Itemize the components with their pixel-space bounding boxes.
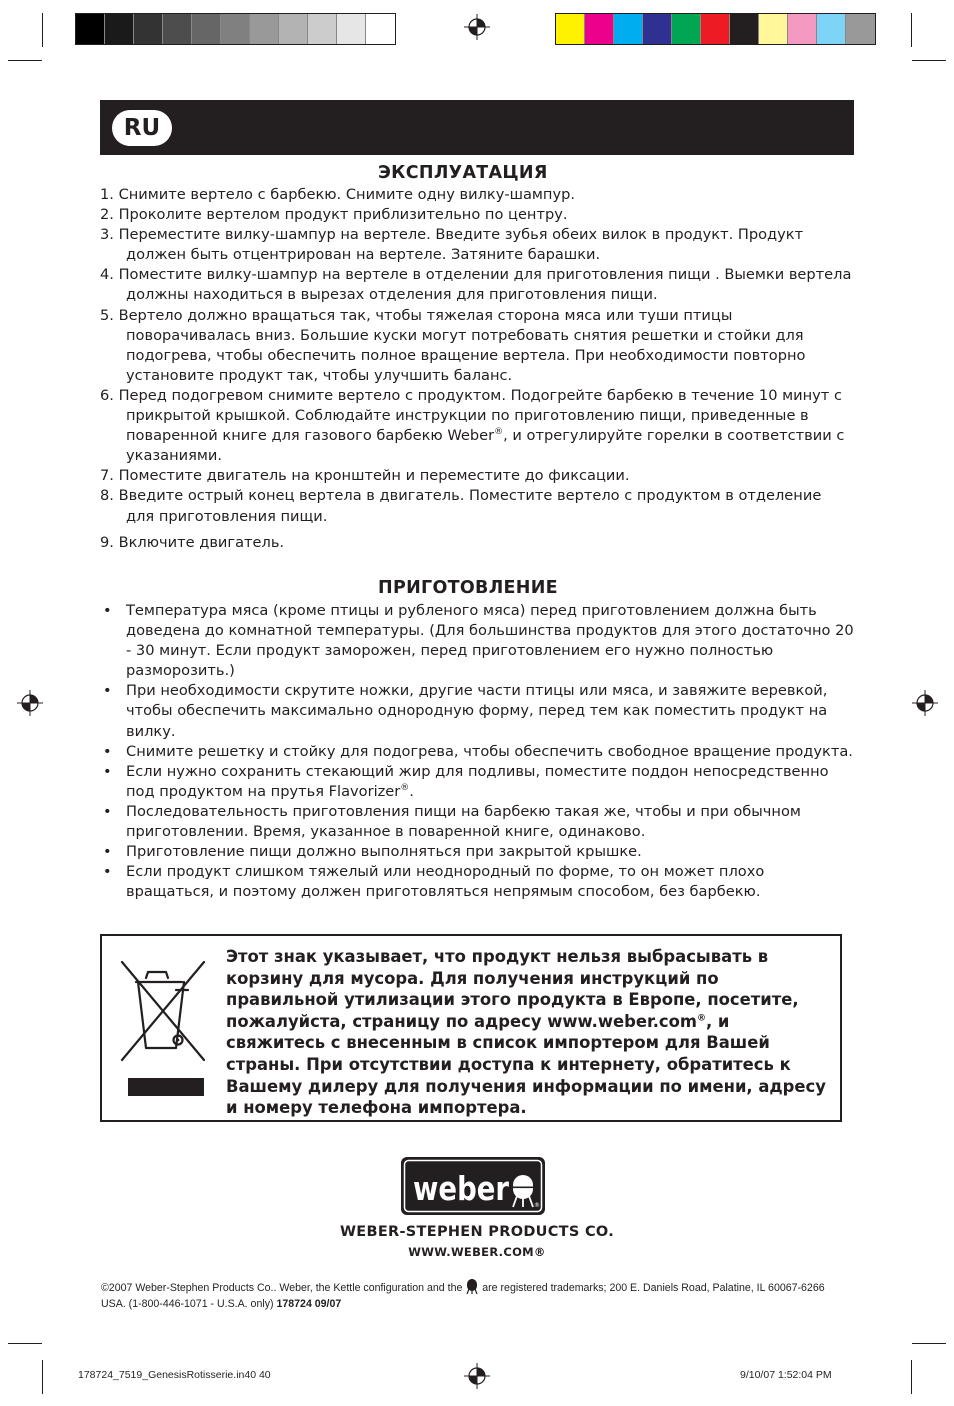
operation-step: 1. Снимите вертело с барбекю. Снимите одну вилку-шампур.: [100, 186, 576, 203]
operation-step: 9. Включите двигатель.: [100, 533, 285, 551]
language-header-band: [100, 100, 854, 155]
color-swatch: [76, 14, 105, 44]
color-swatch: [556, 14, 585, 44]
copyright-notice: ©2007 Weber-Stephen Products Co.. Weber, the Kettle configuration and the are registered trademarks; 200 E. Daniels Road, Palatine, IL 60067-6266 USA. (1-800-446-1071 - U.S.A. only) 178724 09/07: [101, 1278, 851, 1312]
color-swatch: [788, 14, 817, 44]
website-link[interactable]: WWW.WEBER.COM®: [408, 1245, 546, 1259]
grayscale-color-bar: [75, 13, 396, 45]
preparation-bullet: • Температура мяса (кроме птицы и рубленого мяса) перед приготовлением должна быть доведена до комнатной температуры. (Для большинства продуктов для этого достаточно 20 - 30 минут. Если продукт заморожен, перед приготовлением его нужно полностью разморозить.): [103, 602, 854, 680]
operation-step: 5. Вертело должно вращаться так, чтобы тяжелая сторона мяса или туши птицы поворачивалась вниз. Большие куски могут потребовать снятия решетки и стойки для подогрева, чтобы обеспечить полное вращение вертела. При необходимости повторно установите продукт так, чтобы улучшить баланс.: [100, 306, 806, 384]
registration-mark-icon: [464, 14, 490, 40]
color-swatch: [279, 14, 308, 44]
bullet-icon: •: [103, 863, 112, 881]
color-swatch: [759, 14, 788, 44]
crop-mark: [8, 1343, 42, 1344]
color-swatch: [134, 14, 163, 44]
disposal-notice-text: Этот знак указывает, что продукт нельзя выбрасывать в корзину для мусора. Для получения инструкций по правильной утилизации этого продукта в Европе, посетите, пожалуйста, страницу по адресу www.weber.com®, и свяжитесь с внесенным в список импортером для Вашей страны. При отсутствии доступа к интернету, обратитесь к Вашему дилеру для получения информации по имени, адресу и номеру телефона импортера.: [226, 947, 826, 1118]
crop-mark: [8, 60, 42, 61]
kettle-grill-icon: [465, 1278, 479, 1294]
color-swatch: [643, 14, 672, 44]
operation-step: 6. Перед подогревом снимите вертело с продуктом. Подогрейте барбекю в течение 10 минут с прикрытой крышкой. Соблюдайте инструкции по приготовлению пищи, приведенные в поваренной книге для газового барбекю Weber®, и отрегулируйте горелки в соответствии с указаниями.: [100, 386, 845, 465]
bullet-icon: •: [103, 762, 112, 780]
color-swatch: [672, 14, 701, 44]
crop-mark: [911, 1360, 912, 1394]
color-swatch: [308, 14, 337, 44]
color-swatch: [817, 14, 846, 44]
crop-mark: [912, 60, 946, 61]
crop-mark: [912, 1343, 946, 1344]
kettle-grill-icon: [512, 1175, 534, 1207]
document-number: 178724 09/07: [276, 1297, 342, 1310]
operation-steps-list: [100, 185, 854, 553]
process-color-bar: [555, 13, 876, 45]
color-swatch: [250, 14, 279, 44]
operation-step: 3. Переместите вилку-шампур на вертеле. Введите зубья обеих вилок в продукт. Продукт должен быть отцентрирован на вертеле. Затяните барашки.: [100, 226, 804, 264]
operation-title: ЭКСПЛУАТАЦИЯ: [378, 163, 548, 183]
color-swatch: [192, 14, 221, 44]
crop-mark: [42, 13, 43, 47]
color-swatch: [730, 14, 759, 44]
preparation-bullet: • Последовательность приготовления пищи на барбекю такая же, чтобы и при обычном приготовлении. Время, указанное в поваренной книге, одинаково.: [103, 802, 801, 841]
bullet-icon: •: [103, 802, 112, 820]
preparation-bullet: • Если продукт слишком тяжелый или неоднородный по форме, то он может плохо вращаться, и поэтому должен приготовляться непрямым способом, без барбекю.: [103, 863, 765, 901]
language-badge: RU: [112, 110, 172, 146]
crop-mark: [911, 13, 912, 47]
operation-step: 8. Введите острый конец вертела в двигатель. Поместите вертело с продуктом в отделение для приготовления пищи.: [100, 487, 822, 525]
color-swatch: [614, 14, 643, 44]
svg-text:®: ®: [534, 1202, 540, 1209]
color-swatch: [585, 14, 614, 44]
color-swatch: [105, 14, 134, 44]
crossed-out-wheelie-bin-icon: [118, 960, 208, 1100]
color-swatch: [846, 14, 875, 44]
crop-mark: [42, 1360, 43, 1394]
weber-logo: [400, 1156, 546, 1216]
disposal-notice-box: [100, 934, 842, 1122]
preparation-bullet: • При необходимости скрутите ножки, другие части птицы или мяса, и завяжите веревкой, чтобы обеспечить максимально однородную форму, перед тем как поместить продукт на вилку.: [103, 682, 828, 740]
preparation-bullets-list: [100, 601, 854, 902]
color-swatch: [163, 14, 192, 44]
color-swatch: [701, 14, 730, 44]
preparation-bullet: • Приготовление пищи должно выполняться при закрытой крышке.: [100, 842, 854, 862]
print-slug-file: 178724_7519_GenesisRotisserie.in40 40: [78, 1369, 271, 1381]
operation-step: 4. Поместите вилку-шампур на вертеле в отделении для приготовления пищи . Выемки вертела должны находиться в вырезах отделения для приготовления пищи.: [100, 266, 852, 304]
preparation-title: ПРИГОТОВЛЕНИЕ: [378, 578, 558, 598]
operation-step: 7. Поместите двигатель на кронштейн и переместите до фиксации.: [100, 467, 630, 485]
print-slug-timestamp: 9/10/07 1:52:04 PM: [740, 1369, 832, 1381]
bullet-icon: •: [103, 742, 112, 760]
registration-mark-icon: [464, 1363, 490, 1389]
registration-mark-icon: [912, 690, 938, 716]
color-swatch: [337, 14, 366, 44]
bullet-icon: •: [103, 682, 112, 700]
color-swatch: [366, 14, 395, 44]
preparation-bullet: • Снимите решетку и стойку для подогрева, чтобы обеспечить свободное вращение продукта.: [100, 742, 854, 762]
color-swatch: [221, 14, 250, 44]
svg-text:weber: weber: [413, 1169, 510, 1208]
company-name: WEBER-STEPHEN PRODUCTS CO.: [339, 1224, 615, 1240]
operation-step: 2. Проколите вертелом продукт приблизительно по центру.: [100, 206, 568, 224]
bullet-icon: •: [103, 602, 112, 619]
preparation-bullet: • Если нужно сохранить стекающий жир для подливы, поместите поддон непосредственно под продуктом на прутья Flavorizer®.: [103, 762, 829, 800]
bullet-icon: •: [103, 843, 112, 861]
registration-mark-icon: [17, 690, 43, 716]
